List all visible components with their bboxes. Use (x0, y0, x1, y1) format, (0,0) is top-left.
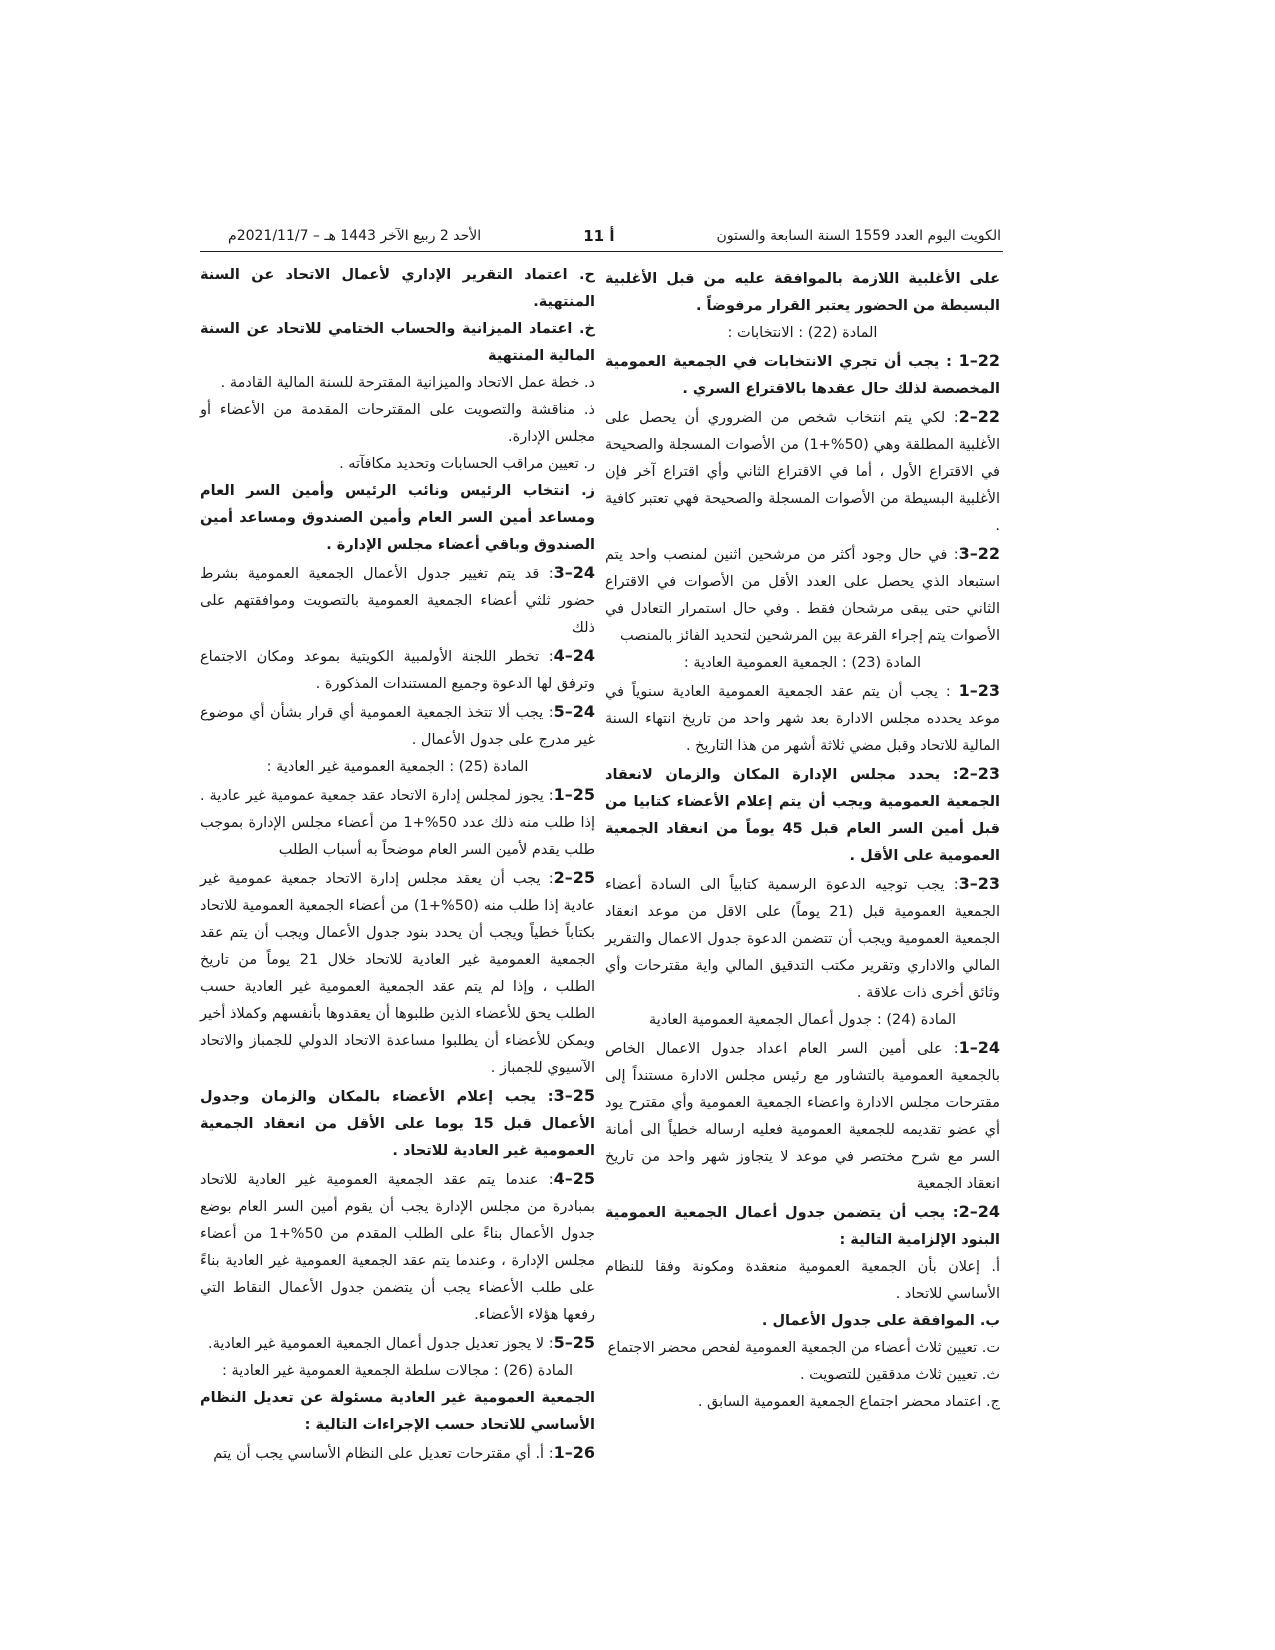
list-item: ز. انتخاب الرئيس ونائب الرئيس وأمين السر العام ومساعد أمين السر العام وأمين الصندوق ومساعد أمين الصندوق وباقي أعضاء مجلس الإدارة . (200, 483, 595, 553)
left-column (200, 262, 595, 1468)
clause-text: : يجب أن يتضمن جدول أعمال الجمعية العمومية البنود الإلزامية التالية : (605, 1205, 1000, 1248)
article-25-heading: المادة (25) : الجمعية العمومية غير العادية : (266, 759, 529, 775)
clause-number: 25–1 (553, 785, 595, 804)
list-item: أ. إعلان بأن الجمعية العمومية منعقدة ومكونة وفقا للنظام الأساسي للاتحاد . (605, 1259, 1000, 1302)
clause-24-5 (200, 698, 595, 754)
clause-25-1 (200, 781, 595, 864)
article-24-heading: المادة (24) : جدول أعمال الجمعية العمومية العادية (648, 1012, 957, 1028)
clause-text: : في حال وجود أكثر من مرشحين اثنين لمنصب واحد يتم استبعاد الذي يحصل على العدد الأقل من الأصوات في الاقتراع الثاني حتى يبقى مرشحان فقط . وفي حال استمرار التعادل في الأصوات يتم إجراء القرعة بين المرشحين لتحديد الفائز بالمنصب (605, 547, 1000, 644)
clause-text: : يجب إعلام الأعضاء بالمكان والزمان وجدول الأعمال قبل 15 يوما على الأقل من انعقاد الجمعية العمومية غير العادية للاتحاد . (200, 1089, 595, 1159)
clause-number: 22–3 (958, 544, 1000, 563)
list-item: ت. تعيين ثلاث أعضاء من الجمعية العمومية لفحص محضر الاجتماع (607, 1340, 1000, 1356)
issue-date: الأحد 2 ربيع الآخر 1443 هـ – 2021/11/7م (228, 228, 482, 244)
clause-number: 23–1 (958, 681, 1000, 700)
clause-25-5 (200, 1329, 595, 1358)
list-item: ر. تعيين مراقب الحسابات وتحديد مكافآته . (339, 456, 595, 472)
clause-number: 25–4 (553, 1169, 595, 1188)
clause-text: : يجب توجيه الدعوة الرسمية كتابياً الى السادة أعضاء الجمعية العمومية قبل (21 يوماً) على الاقل من موعد انعقاد الجمعية العمومية ويجب أن تتضمن الدعوة جدول الاعمال والتقرير المالي والاداري وتقرير مكتب التدقيق المالي واية مقترحات وأي وثائق أخرى ذات علاقة . (605, 877, 1000, 1001)
clause-23-1 (605, 677, 1000, 760)
clause-23-2 (605, 760, 1000, 870)
list-item: د. خطة عمل الاتحاد والميزانية المقترحة للسنة المالية القادمة . (220, 375, 595, 391)
clause-24-3 (200, 559, 595, 642)
clause-number: 23–3 (958, 874, 1000, 893)
clause-number: 24–4 (553, 646, 595, 665)
paragraph-continuation: على الأغلبية اللازمة بالموافقة عليه من قبل الأغلبية البسيطة من الحضور يعتبر القرار مرفوضاً . (605, 271, 1000, 314)
clause-text: : على أمين السر العام اعداد جدول الاعمال الخاص بالجمعية العمومية بالتشاور مع رئيس مجلس الادارة مستنداً إلى مقترحات مجلس الادارة واعضاء الجمعية العمومية وأي مقترح يود أي عضو تقديمه للجمعية العمومية فعليه ارساله خطياً الى أمانة السر مع شرح مختصر في موعد لا يتجاوز شهر واحد من تاريخ انعقاد الجمعية (605, 1041, 1000, 1192)
clause-22-1 (605, 347, 1000, 403)
clause-number: 24–2 (958, 1202, 1000, 1221)
clause-22-3 (605, 540, 1000, 650)
clause-text: : لكي يتم انتخاب شخص من الضروري أن يحصل على الأغلبية المطلقة وهي (50%+1) من الأصوات المسجلة والصحيحة في الاقتراع الأول ، أما في الاقتراع الثاني وأي اقتراع آخر فإن الأغلبية البسيطة من الأصوات المسجلة والصحيحة فهي تعتبر كافية . (605, 410, 1000, 534)
list-item: ب. الموافقة على جدول الأعمال . (761, 1313, 1000, 1329)
clause-text: : أ. أي مقترحات تعديل على النظام الأساسي يجب أن يتم (213, 1446, 554, 1462)
list-item: ث. تعيين ثلاث مدققين للتصويت . (799, 1367, 1000, 1383)
clause-number: 25–5 (553, 1333, 595, 1352)
clause-text: : قد يتم تغيير جدول الأعمال الجمعية العمومية بشرط حضور ثلثي أعضاء الجمعية العمومية بالتصويت وموافقتهم على ذلك (200, 566, 595, 636)
article-26-heading: المادة (26) : مجالات سلطة الجمعية العمومية غير العادية : (221, 1363, 574, 1379)
page-header (200, 222, 1003, 252)
clause-text: : لا يجوز تعديل جدول أعمال الجمعية العمومية غير العادية. (208, 1336, 554, 1352)
article-23-heading: المادة (23) : الجمعية العمومية العادية : (683, 655, 922, 671)
list-item: ذ. مناقشة والتصويت على المقترحات المقدمة من الأعضاء أو مجلس الإدارة. (200, 402, 595, 445)
clause-25-4 (200, 1165, 595, 1329)
clause-number: 25–2 (553, 868, 595, 887)
clause-number: 26–1 (553, 1443, 595, 1462)
clause-25-3 (200, 1082, 595, 1165)
clause-text: : يجب ألا تتخذ الجمعية العمومية أي قرار بشأن أي موضوع غير مدرج على جدول الأعمال . (200, 705, 595, 748)
clause-number: 22–2 (958, 407, 1000, 426)
clause-24-4 (200, 642, 595, 698)
clause-26-1 (200, 1439, 595, 1468)
clause-22-2 (605, 403, 1000, 540)
clause-23-3 (605, 870, 1000, 1007)
clause-text: : عندما يتم عقد الجمعية العمومية غير العادية للاتحاد بمبادرة من مجلس الإدارة يجب أن يقوم أمين السر العام بوضع جدول الأعمال بناءً على الطلب المقدم من 50%+1 من أعضاء مجلس الإدارة ، وعندما يتم عقد الجمعية العمومية غير العادية بناءً على طلب الأعضاء يجب أن يتضمن جدول الأعمال النقاط التي رفعها هؤلاء الأعضاء. (200, 1172, 595, 1323)
clause-number: 24–3 (553, 563, 595, 582)
right-column (605, 266, 1000, 1416)
clause-number: 24–5 (553, 702, 595, 721)
clause-number: 24–1 (958, 1038, 1000, 1057)
clause-number: 22–1 (958, 351, 1000, 370)
clause-24-1 (605, 1034, 1000, 1198)
clause-25-2 (200, 864, 595, 1082)
clause-text: : يجب أن يعقد مجلس إدارة الاتحاد جمعية عمومية غير عادية إذا طلب منه (50%+1) من أعضاء الجمعية العمومية للاتحاد بكتاباً خطياً ويجب أن يحدد بنود جدول الأعمال ويجب أن يتم عقد الجمعية العمومية غير العادية للاتحاد خلال 21 يوماً من تاريخ الطلب ، وإذا لم يتم عقد الجمعية العمومية غير العادية حسب الطلب يحق للأعضاء الذين طلبوها أن يعقدوها بأنفسهم وكملاذ أخير ويمكن للأعضاء أن يطلبوا مساعدة الاتحاد الدولي للجمباز والاتحاد الآسيوي للجمباز . (200, 871, 595, 1076)
clause-text: : يحدد مجلس الإدارة المكان والزمان لانعقاد الجمعية العمومية ويجب أن يتم إعلام الأعضاء كتابيا من قبل أمين السر العام قبل 45 يوماً من انعقاد الجمعية العمومية على الأقل . (605, 767, 1000, 864)
list-item: ج. اعتماد محضر اجتماع الجمعية العمومية السابق . (697, 1394, 1000, 1410)
article-26-intro: الجمعية العمومية غير العادية مسئولة عن تعديل النظام الأساسي للاتحاد حسب الإجراءات التالية : (200, 1390, 595, 1433)
clause-text: : تخطر اللجنة الأولمبية الكويتية بموعد ومكان الاجتماع وترفق لها الدعوة وجميع المستندات المذكورة . (200, 649, 595, 692)
clause-text: : يجوز لمجلس إدارة الاتحاد عقد جمعية عمومية غير عادية . إذا طلب منه ذلك عدد 50%+1 من أعضاء مجلس الإدارة بموجب طلب يقدم لأمين السر العام موضحاً به أسباب الطلب (200, 788, 595, 858)
clause-text: : يجب أن يتم عقد الجمعية العمومية العادية سنوياً في موعد يحدده مجلس الادارة بعد شهر واحد من تاريخ انتهاء السنة المالية للاتحاد وقبل مضي ثلاثة أشهر من هذا التاريخ . (605, 684, 1000, 754)
gazette-issue: الكويت اليوم العدد 1559 السنة السابعة والستون (716, 228, 1001, 244)
clause-24-2 (605, 1198, 1000, 1254)
page-number: أ 11 (583, 227, 615, 245)
list-item: خ. اعتماد الميزانية والحساب الختامي للاتحاد عن السنة المالية المنتهية (200, 321, 595, 364)
list-item: ح. اعتماد التقرير الإداري لأعمال الاتحاد عن السنة المنتهية. (200, 267, 595, 310)
article-22-heading: المادة (22) : الانتخابات : (727, 325, 878, 341)
clause-text: : يجب أن تجري الانتخابات في الجمعية العمومية المخصصة لذلك حال عقدها بالاقتراع السري . (605, 354, 1000, 397)
clause-number: 25–3 (553, 1086, 595, 1105)
clause-number: 23–2 (958, 764, 1000, 783)
